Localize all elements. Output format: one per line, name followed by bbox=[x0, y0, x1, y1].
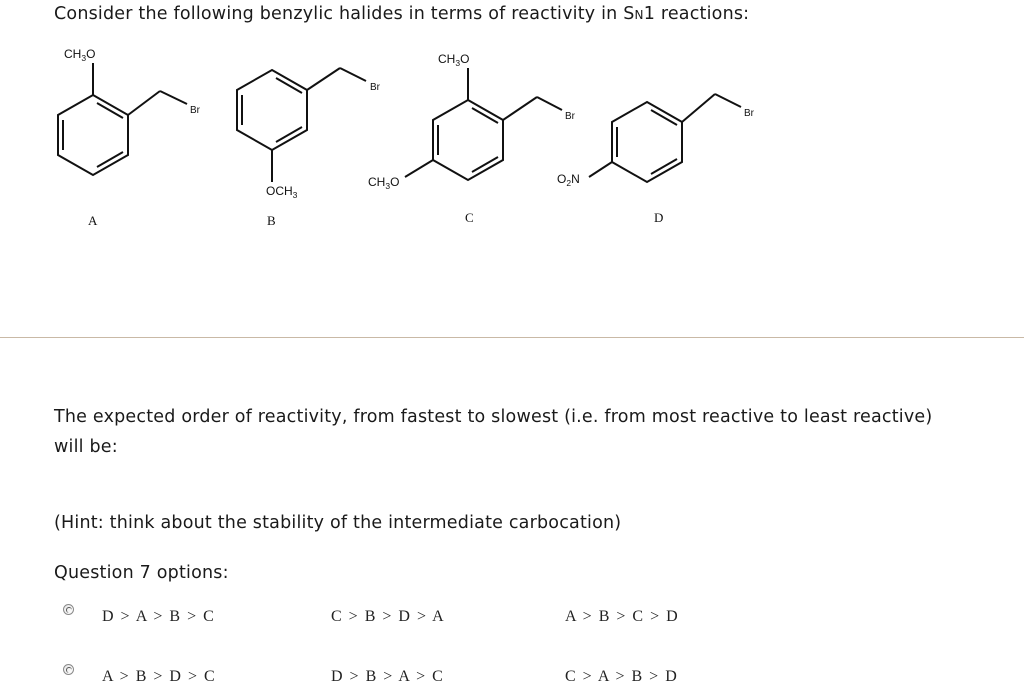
structure-c-ring bbox=[405, 68, 562, 180]
structure-a-ring bbox=[58, 63, 187, 175]
structures-figure bbox=[0, 0, 1024, 240]
option-label-3[interactable]: A > B > C > D bbox=[565, 608, 680, 625]
structure-b-label: B bbox=[267, 213, 276, 228]
structure-c-br-label: Br bbox=[565, 111, 575, 122]
structure-a-br-label: Br bbox=[190, 105, 200, 116]
option-label-4[interactable]: A > B > D > C bbox=[102, 668, 217, 685]
options-title: Question 7 options: bbox=[54, 563, 229, 583]
section-divider bbox=[0, 337, 1024, 338]
intro-subscript: N bbox=[634, 8, 644, 22]
structure-a-label: A bbox=[88, 213, 98, 228]
structure-d-ring bbox=[589, 94, 741, 182]
structure-b-br-label: Br bbox=[370, 82, 380, 93]
structure-a-methoxy-label: $CH_3O$ bbox=[64, 47, 96, 63]
option-radio-1[interactable] bbox=[63, 604, 74, 615]
question-prompt-line1: The expected order of reactivity, from fastest to slowest (i.e. from most reactive to least reactive) bbox=[54, 407, 933, 427]
option-label-2[interactable]: C > B > D > A bbox=[331, 608, 446, 625]
structure-d-label: D bbox=[654, 210, 664, 225]
structure-c-methoxy-top-label: $CH_3O$ bbox=[438, 52, 470, 68]
structure-d-nitro-label: $O_2N$ bbox=[557, 172, 580, 188]
intro-suffix: 1 reactions: bbox=[643, 4, 750, 24]
structure-b-ring bbox=[237, 68, 366, 182]
option-label-6[interactable]: C > A > B > D bbox=[565, 668, 679, 685]
question-hint: (Hint: think about the stability of the intermediate carbocation) bbox=[54, 513, 622, 533]
option-label-5[interactable]: D > B > A > C bbox=[331, 668, 445, 685]
structure-c-label: C bbox=[465, 210, 474, 225]
question-prompt-line2: will be: bbox=[54, 437, 118, 457]
option-label-1[interactable]: D > A > B > C bbox=[102, 608, 216, 625]
intro-prefix: Consider the following benzylic halides in terms of reactivity in S bbox=[54, 4, 635, 24]
structure-d-br-label: Br bbox=[744, 108, 754, 119]
option-radio-4[interactable] bbox=[63, 664, 74, 675]
structure-c-methoxy-left-label: $CH_3O$ bbox=[368, 175, 400, 191]
structure-b-methoxy-label: $OCH_3$ bbox=[266, 184, 298, 200]
